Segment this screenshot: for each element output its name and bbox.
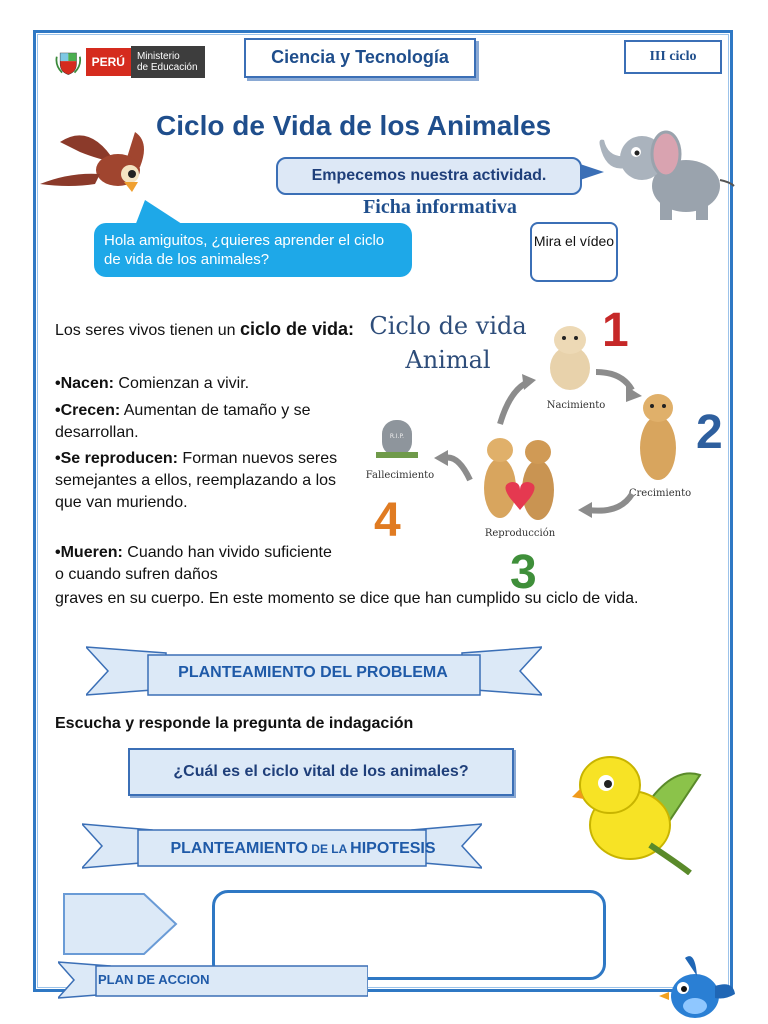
intro-emphasis: ciclo de vida:	[240, 319, 355, 339]
speech-bubble-tail	[580, 164, 604, 180]
question-box: ¿Cuál es el ciclo vital de los animales?	[128, 748, 514, 796]
stage-number-4: 4	[374, 494, 401, 547]
stage-number-1: 1	[602, 304, 629, 357]
section-heading-problema: PLANTEAMIENTO DEL PROBLEMA	[178, 664, 448, 681]
list-item: •Mueren: Cuando han vivido suficiente o cuando sufren daños	[55, 544, 332, 583]
list-item: •Crecen: Aumentan de tamaño y se desarrollan.	[55, 402, 311, 441]
adult-dog-icon	[640, 394, 676, 480]
speech-bubble-elephant: Empecemos nuestra actividad.	[276, 157, 582, 195]
ministry-line1: Ministerio	[136, 51, 180, 62]
yellow-bird-icon	[570, 745, 702, 875]
hipotesis-part3: HIPOTESIS	[350, 840, 436, 857]
elephant-icon	[596, 118, 736, 228]
blue-bird-icon	[655, 950, 735, 1024]
stage-label-nacimiento: Nacimiento	[546, 400, 606, 411]
stage-number-3: 3	[510, 546, 537, 598]
list-item-continuation: graves en su cuerpo. En este momento se dice que han cumplido su ciclo de vida.	[55, 590, 639, 607]
list-item: •Nacen: Comienzan a vivir.	[55, 375, 250, 392]
ministry-line2: de Educación	[136, 62, 198, 73]
watch-video-button[interactable]: Mira el vídeo	[530, 222, 618, 282]
ministry-logo	[55, 44, 205, 80]
puppy-icon	[550, 326, 590, 390]
list-item: •Se reproducen: Forman nuevos seres semejantes a ellos, reemplazando a los que van muriendo.	[55, 450, 338, 511]
intro-prefix: Los seres vivos tienen un	[55, 322, 240, 339]
stage-label-reproduccion: Reproducción	[484, 528, 556, 539]
page-title: Ciclo de Vida de los Animales	[156, 110, 552, 141]
section-heading-hipotesis	[138, 840, 468, 858]
section-heading-plan: PLAN DE ACCION	[98, 972, 210, 987]
reproduction-dogs-icon	[484, 438, 554, 520]
brown-bird-icon	[40, 122, 160, 202]
instruction-text: Escucha y responde la pregunta de indagación	[55, 715, 414, 732]
intro-text	[55, 318, 355, 342]
subject-title: Ciencia y Tecnología	[244, 38, 476, 78]
peru-label: PERÚ	[86, 48, 131, 76]
cycle-label: III ciclo	[624, 40, 722, 74]
speech-bubble-bird: Hola amiguitos, ¿quieres aprender el ciclo de vida de los animales?	[94, 223, 412, 277]
stage-number-2: 2	[696, 406, 723, 459]
life-cycle-diagram	[360, 298, 735, 598]
hipotesis-part1: PLANTEAMIENTO	[170, 840, 308, 857]
arrow-shape-icon	[62, 892, 180, 956]
stage-label-crecimiento: Crecimiento	[628, 488, 692, 499]
diagram-title-line2: Animal	[405, 346, 491, 374]
tombstone-text: R.I.P.	[389, 433, 405, 440]
hipotesis-part2: DE LA	[307, 842, 351, 856]
diagram-title-line1: Ciclo de vida	[369, 312, 527, 340]
ministry-label	[131, 46, 205, 78]
stage-label-fallecimiento: Fallecimiento	[365, 470, 435, 481]
coat-of-arms-icon	[55, 46, 82, 78]
ficha-heading: Ficha informativa	[363, 196, 517, 218]
